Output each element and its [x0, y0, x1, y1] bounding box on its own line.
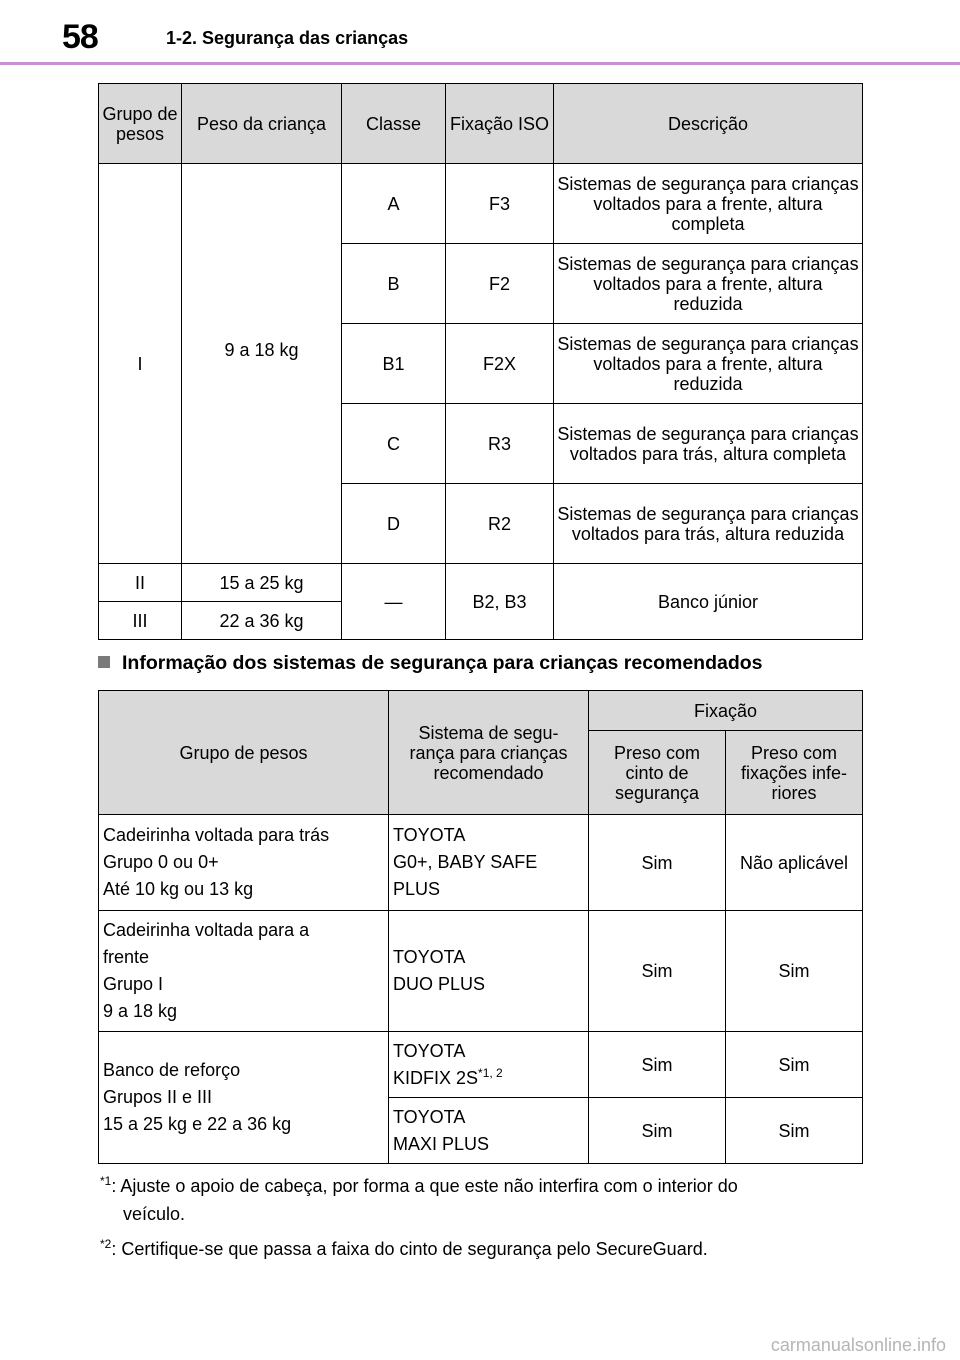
- footnote-mark: *2: [100, 1237, 112, 1251]
- footnote-line: veículo.: [123, 1204, 186, 1224]
- header-sistema: Sistema de segu-rança para crianças recomendado: [389, 691, 589, 815]
- grupo-line: Até 10 kg ou 13 kg: [103, 879, 254, 899]
- table-header-row: [99, 84, 863, 164]
- header-peso-crianca: Peso da criança: [182, 84, 342, 164]
- header-fixacoes: Preso com fixações infe-riores: [726, 731, 863, 815]
- descricao-cell: Banco júnior: [554, 564, 863, 640]
- weight-cell: 9 a 18 kg: [182, 164, 342, 564]
- grupo-line: Cadeirinha voltada para a: [103, 920, 310, 940]
- fixacao-cell: R2: [446, 484, 554, 564]
- fixacoes-cell: Sim: [726, 1098, 863, 1164]
- footnote-line: [100, 1172, 738, 1200]
- fixacao-cell: B2, B3: [446, 564, 554, 640]
- sistema-cell: [389, 1032, 589, 1098]
- grupo-line: Banco de reforço: [103, 1060, 241, 1080]
- table-row: [99, 1032, 863, 1098]
- group-cell: III: [99, 602, 182, 640]
- sistema-line: TOYOTA: [393, 947, 466, 967]
- grupo-line: Grupo I: [103, 974, 164, 994]
- descricao-cell: Sistemas de segurança para crianças voltados para a frente, altura completa: [554, 164, 863, 244]
- header-descricao: Descrição: [554, 84, 863, 164]
- footnote-2: [100, 1235, 708, 1263]
- grupo-line: Grupo 0 ou 0+: [103, 852, 219, 872]
- header-cinto: Preso com cinto de segurança: [589, 731, 726, 815]
- cinto-cell: Sim: [589, 911, 726, 1032]
- grupo-cell: [99, 1032, 389, 1164]
- cinto-cell: Sim: [589, 1032, 726, 1098]
- fixacoes-cell: Sim: [726, 911, 863, 1032]
- footnote-1: [100, 1172, 738, 1228]
- classe-cell: D: [342, 484, 446, 564]
- fixacao-cell: R3: [446, 404, 554, 484]
- grupo-line: 9 a 18 kg: [103, 1001, 178, 1021]
- watermark: carmanualsonline.info: [770, 1335, 946, 1355]
- fixacao-cell: F2X: [446, 324, 554, 404]
- sistema-cell: [389, 1098, 589, 1164]
- footnote-text: : Certifique-se que passa a faixa do cinto de segurança pelo SecureGuard.: [111, 1239, 708, 1259]
- bullet-square-icon: [98, 656, 110, 668]
- grupo-line: Cadeirinha voltada para trás: [103, 825, 330, 845]
- header-rule: [0, 62, 960, 65]
- footnote-text: : Ajuste o apoio de cabeça, por forma a que este não interfira com o interior do: [111, 1176, 738, 1196]
- footnote-line: [100, 1235, 708, 1263]
- table-header-row: [99, 691, 863, 731]
- grupo-line: frente: [103, 947, 150, 967]
- table-row: [99, 564, 863, 602]
- grupo-line: 15 a 25 kg e 22 a 36 kg: [103, 1114, 292, 1134]
- sistema-line: TOYOTA: [393, 825, 466, 845]
- footnote-ref: *1, 2: [478, 1065, 503, 1080]
- page-number: 58: [62, 18, 98, 56]
- grupo-cell: [99, 815, 389, 911]
- section-heading: [98, 652, 763, 675]
- classe-cell: —: [342, 564, 446, 640]
- section-heading-text: Informação dos sistemas de segurança para crianças recomendados: [122, 652, 763, 674]
- weight-cell: 22 a 36 kg: [182, 602, 342, 640]
- fixacoes-cell: Sim: [726, 1032, 863, 1098]
- table-row: [99, 164, 863, 244]
- header-grupo-pesos: Grupo de pesos: [99, 84, 182, 164]
- classe-cell: B1: [342, 324, 446, 404]
- sistema-line: DUO PLUS: [393, 974, 486, 994]
- header-fixacao: Fixação: [589, 691, 863, 731]
- cinto-cell: Sim: [589, 815, 726, 911]
- header-grupo-pesos: Grupo de pesos: [99, 691, 389, 815]
- descricao-cell: Sistemas de segurança para crianças voltados para a frente, altura reduzida: [554, 244, 863, 324]
- classe-cell: B: [342, 244, 446, 324]
- descricao-cell: Sistemas de segurança para crianças voltados para trás, altura reduzida: [554, 484, 863, 564]
- grupo-line: Grupos II e III: [103, 1087, 213, 1107]
- fixacoes-cell: Não aplicável: [726, 815, 863, 911]
- sistema-name: KIDFIX 2S: [393, 1067, 479, 1088]
- weight-cell: 15 a 25 kg: [182, 564, 342, 602]
- header-classe: Classe: [342, 84, 446, 164]
- sistema-line: TOYOTA: [393, 1040, 466, 1061]
- footnote-mark: *1: [100, 1174, 112, 1188]
- sistema-line: G0+, BABY SAFE: [393, 852, 538, 872]
- sistema-line: [393, 1065, 584, 1092]
- group-cell: II: [99, 564, 182, 602]
- fixacao-cell: F3: [446, 164, 554, 244]
- group-cell: I: [99, 164, 182, 564]
- sistema-line: MAXI PLUS: [393, 1133, 490, 1154]
- section-title: 1-2. Segurança das crianças: [166, 28, 409, 48]
- classe-cell: C: [342, 404, 446, 484]
- sistema-line: PLUS: [393, 879, 441, 899]
- table-row: [99, 911, 863, 1032]
- sistema-cell: [389, 815, 589, 911]
- sistema-cell: [389, 911, 589, 1032]
- grupo-cell: [99, 911, 389, 1032]
- fixacao-cell: F2: [446, 244, 554, 324]
- sistema-line: TOYOTA: [393, 1106, 466, 1127]
- classe-cell: A: [342, 164, 446, 244]
- descricao-cell: Sistemas de segurança para crianças voltados para trás, altura completa: [554, 404, 863, 484]
- iso-fixation-table: [98, 83, 863, 640]
- recommended-systems-table: [98, 690, 863, 1164]
- header-fixacao-iso: Fixação ISO: [446, 84, 554, 164]
- cinto-cell: Sim: [589, 1098, 726, 1164]
- table-row: [99, 815, 863, 911]
- descricao-cell: Sistemas de segurança para crianças voltados para a frente, altura reduzida: [554, 324, 863, 404]
